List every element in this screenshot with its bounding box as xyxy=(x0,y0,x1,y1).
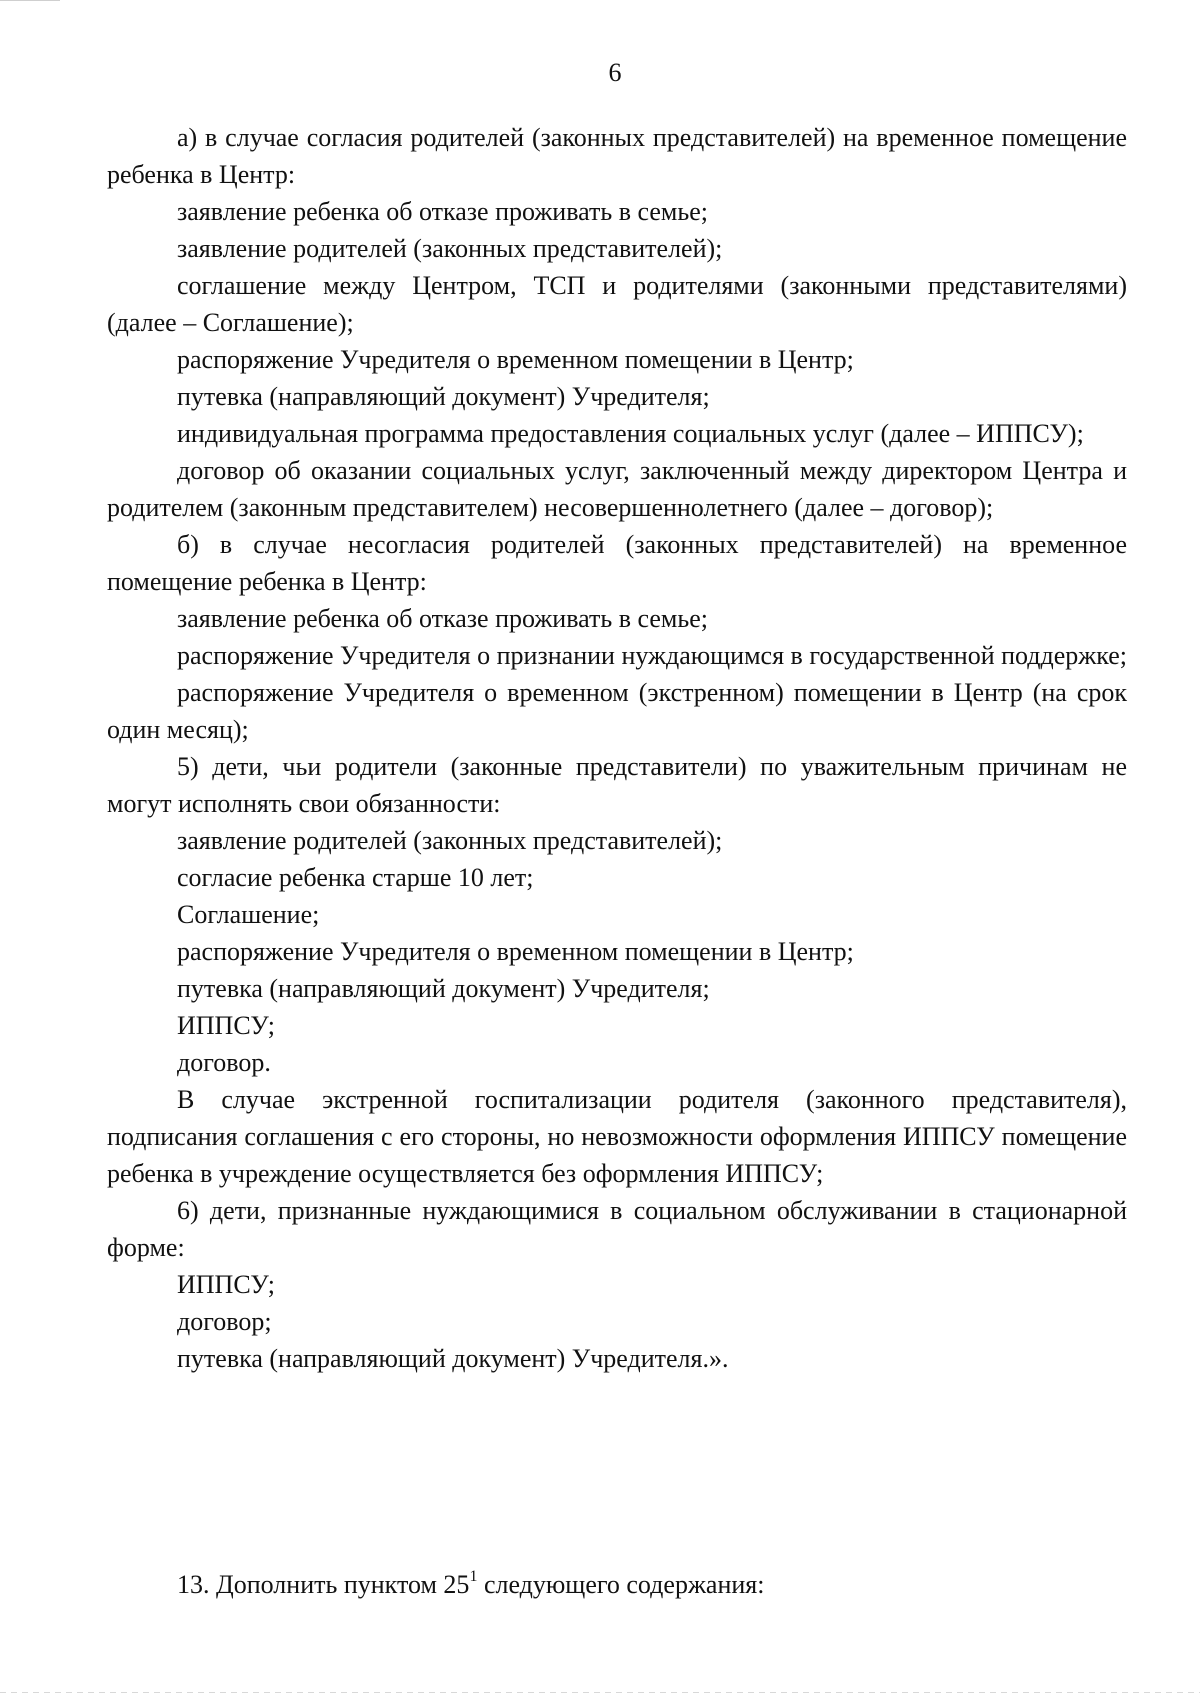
paragraph: 6) дети, признанные нуждающимися в социальном обслуживании в стационарной форме: xyxy=(107,1196,1127,1262)
paragraph: 5) дети, чьи родители (законные представители) по уважительным причинам не могут исполнять свои обязанности: xyxy=(107,752,1127,818)
paragraph: В случае экстренной госпитализации родителя (законного представителя), подписания соглашения с его стороны, но невозможности оформления ИППСУ помещение ребенка в учреждение осуществляется без оформления ИППСУ; xyxy=(107,1085,1127,1188)
paragraph: б) в случае несогласия родителей (законных представителей) на временное помещение ребенка в Центр: xyxy=(107,530,1127,596)
paragraph: а) в случае согласия родителей (законных представителей) на временное помещение ребенка в Центр: xyxy=(107,123,1127,189)
paragraph: соглашение между Центром, ТСП и родителями (законными представителями) (далее – Соглашение); xyxy=(107,271,1127,337)
paragraph: Соглашение; xyxy=(177,900,320,929)
document-body xyxy=(107,119,1127,1377)
superscript-marker: 1 xyxy=(469,1568,478,1586)
paragraph: распоряжение Учредителя о признании нуждающимся в государственной поддержке; xyxy=(177,641,1128,670)
paragraph: заявление родителей (законных представителей); xyxy=(177,234,723,263)
paragraph: распоряжение Учредителя о временном помещении в Центр; xyxy=(177,345,854,374)
paragraph: распоряжение Учредителя о временном (экстренном) помещении в Центр (на срок один месяц); xyxy=(107,678,1127,744)
paragraph: путевка (направляющий документ) Учредителя.». xyxy=(177,1344,729,1373)
paragraph: договор. xyxy=(177,1048,271,1077)
page-number: 6 xyxy=(608,58,622,87)
paragraph: заявление родителей (законных представителей); xyxy=(177,826,723,855)
paragraph: ИППСУ; xyxy=(177,1270,275,1299)
paragraph: ИППСУ; xyxy=(177,1011,275,1040)
paragraph: путевка (направляющий документ) Учредителя; xyxy=(177,382,710,411)
paragraph: путевка (направляющий документ) Учредителя; xyxy=(177,974,710,1003)
amendment-text-start: 13. Дополнить пунктом 25 xyxy=(177,1570,470,1599)
paragraph: договор; xyxy=(177,1307,272,1336)
paragraph: индивидуальная программа предоставления социальных услуг (далее – ИППСУ); xyxy=(177,419,1084,448)
paragraph: согласие ребенка старше 10 лет; xyxy=(177,863,534,892)
scan-edge-bottom xyxy=(0,1692,1200,1693)
amendment-paragraph xyxy=(107,1566,1127,1603)
paragraph: заявление ребенка об отказе проживать в семье; xyxy=(177,197,708,226)
scan-edge-top xyxy=(0,0,60,1)
paragraph: заявление ребенка об отказе проживать в семье; xyxy=(177,604,708,633)
paragraph: распоряжение Учредителя о временном помещении в Центр; xyxy=(177,937,854,966)
amendment-text-end: следующего содержания: xyxy=(477,1570,765,1599)
paragraph: договор об оказании социальных услуг, заключенный между директором Центра и родителем (законным представителем) несовершеннолетнего (далее – договор); xyxy=(107,456,1127,522)
